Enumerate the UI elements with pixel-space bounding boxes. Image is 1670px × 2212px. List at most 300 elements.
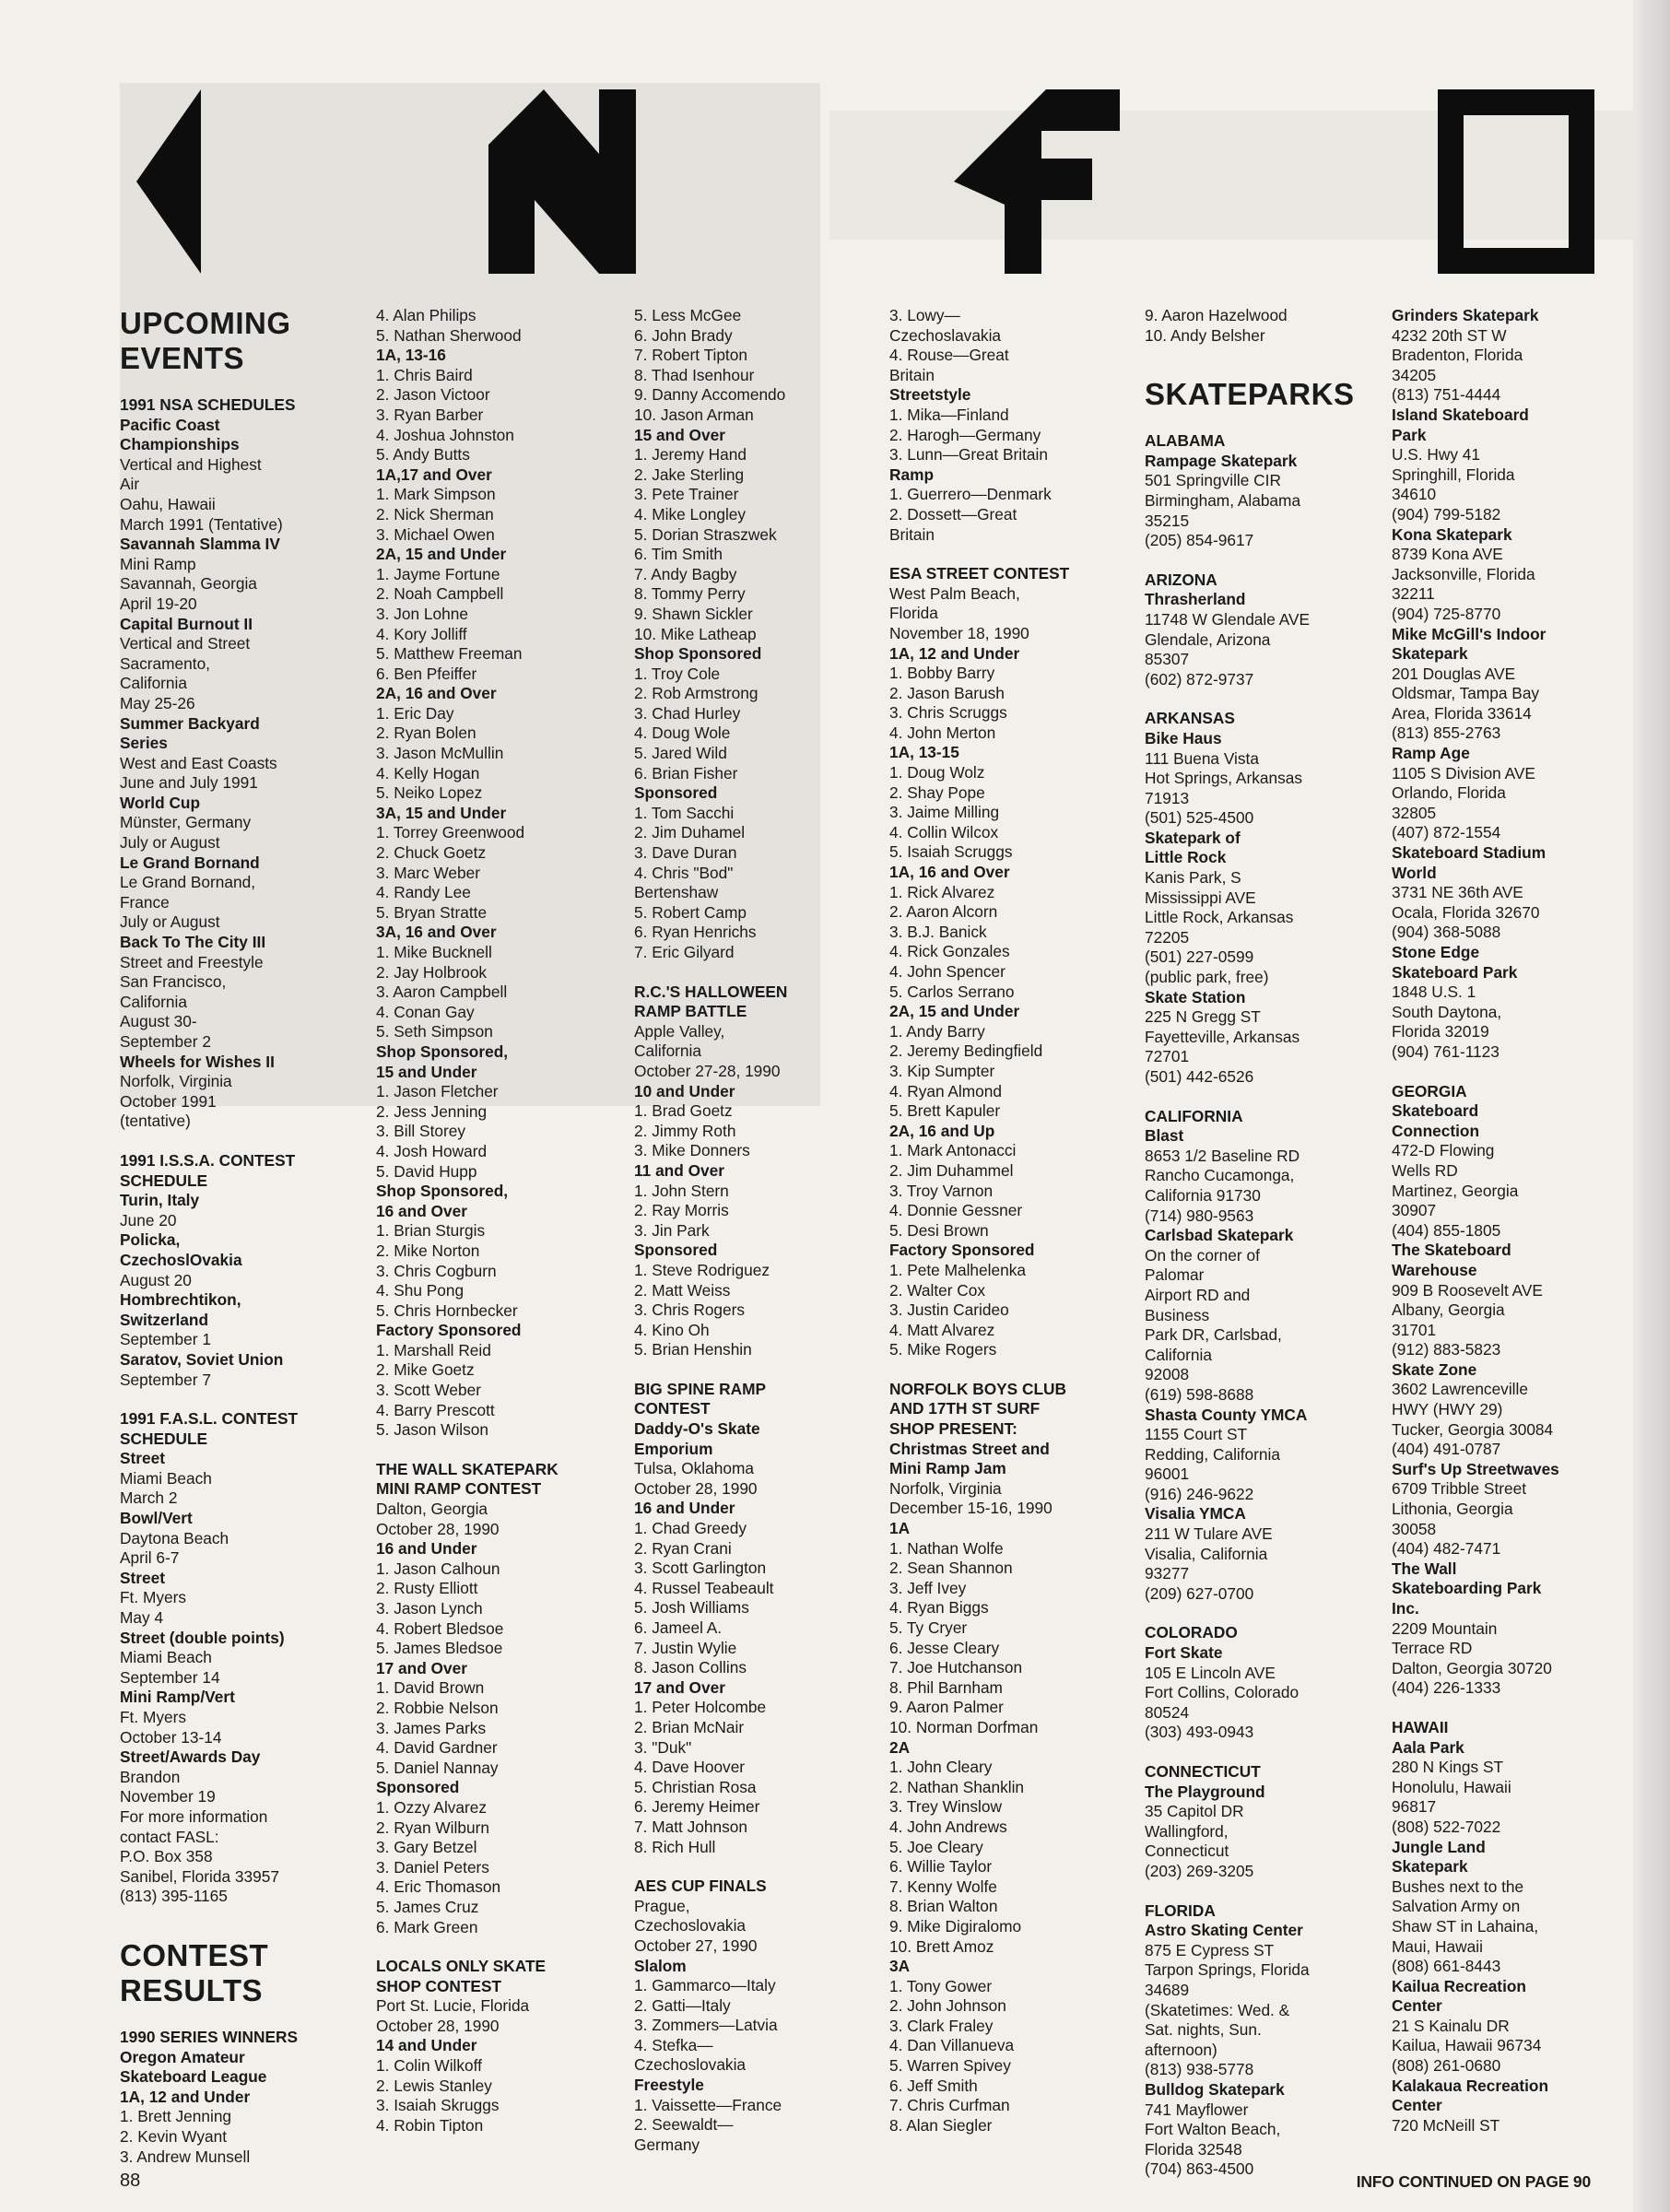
entry-heading: Park	[1392, 425, 1427, 444]
entry-heading: Shop Sponsored	[634, 644, 762, 664]
entry-heading: 3A, 15 and Under	[376, 803, 507, 822]
entry-heading: RAMP BATTLE	[634, 1002, 747, 1021]
entry-line: 2. Mike Goetz	[376, 1360, 475, 1380]
entry-line: (904) 799-5182	[1392, 504, 1501, 524]
entry-line: (904) 725-8770	[1392, 604, 1501, 623]
entry-line: 1848 U.S. 1	[1392, 982, 1476, 1002]
entry-line: 2. Shay Pope	[889, 782, 985, 802]
entry-heading: Skatepark	[1392, 644, 1468, 664]
entry-line: 1. Nathan Wolfe	[889, 1538, 1004, 1558]
entry-line: 1. Mark Antonacci	[889, 1141, 1017, 1160]
entry-line: (813) 395-1165	[120, 1887, 228, 1906]
entry-line: October 27, 1990	[634, 1936, 758, 1955]
entry-line: 720 McNeill ST	[1392, 2115, 1500, 2135]
entry-line: 7. Justin Wylie	[634, 1638, 737, 1657]
entry-line: 5. Brian Henshin	[634, 1340, 752, 1359]
entry-line: 2. Harogh—Germany	[889, 425, 1041, 444]
entry-line: Salvation Army on	[1392, 1897, 1521, 1916]
entry-line: September 14	[120, 1667, 220, 1687]
entry-heading: 16 and Under	[634, 1499, 735, 1518]
entry-line: 1. Tom Sacchi	[634, 803, 735, 822]
entry-line: 5. James Cruz	[376, 1897, 479, 1916]
entry-line: 2. Seewaldt—	[634, 2115, 734, 2135]
entry-heading: Emporium	[634, 1439, 713, 1458]
entry-heading: 1A, 13-15	[889, 743, 959, 762]
entry-heading: Oregon Amateur	[120, 2047, 245, 2066]
entry-line: (public park, free)	[1145, 968, 1269, 987]
entry-heading: BIG SPINE RAMP	[634, 1379, 767, 1398]
entry-line: (602) 872-9737	[1145, 669, 1254, 688]
entry-line: 2. Jason Barush	[889, 683, 1005, 702]
entry-heading: AES CUP FINALS	[634, 1877, 767, 1896]
entry-line: 4. Dan Villanueva	[889, 2036, 1015, 2055]
entry-heading: Stone Edge	[1392, 943, 1480, 961]
entry-line: 2. Jason Victoor	[376, 385, 490, 405]
entry-heading: HAWAII	[1392, 1717, 1449, 1736]
entry-line: 96001	[1145, 1465, 1190, 1484]
entry-heading: SCHEDULE	[120, 1171, 208, 1190]
entry-line: 35215	[1145, 511, 1190, 530]
column-3	[634, 306, 883, 2155]
entry-line: 3. Lowy—	[889, 306, 960, 324]
entry-line: Daytona Beach	[120, 1528, 229, 1547]
entry-line: 3. Bill Storey	[376, 1122, 466, 1141]
entry-line: Czechoslovakia	[634, 1916, 747, 1936]
entry-line: 5. Warren Spivey	[889, 2056, 1011, 2076]
entry-heading: Sponsored	[634, 783, 718, 803]
entry-line: 5. Seth Simpson	[376, 1022, 493, 1041]
entry-line: 34689	[1145, 1980, 1190, 1999]
entry-line: (303) 493-0943	[1145, 1723, 1254, 1742]
entry-heading: 1991 NSA SCHEDULES	[120, 395, 296, 414]
entry-line: 3. B.J. Banick	[889, 922, 987, 941]
entry-line: 85307	[1145, 650, 1190, 669]
entry-line: (808) 661-8443	[1392, 1957, 1501, 1976]
info-header	[120, 74, 1576, 286]
entry-line: 2. Jim Duhammel	[889, 1160, 1014, 1180]
entry-line: 3. Chris Cogburn	[376, 1261, 497, 1280]
entry-line: Springhill, Florida	[1392, 465, 1515, 484]
entry-line: 3. Jon Lohne	[376, 604, 468, 623]
entry-line: October 28, 1990	[376, 2016, 500, 2035]
entry-heading: Jungle Land	[1392, 1837, 1486, 1856]
entry-line: Bertenshaw	[634, 883, 719, 902]
entry-line: 8. Alan Siegler	[889, 2115, 993, 2135]
entry-line: November 18, 1990	[889, 623, 1029, 642]
entry-line: September 2	[120, 1032, 211, 1051]
entry-line: 6709 Tribble Street	[1392, 1479, 1527, 1499]
entry-line: 5. Bryan Stratte	[376, 902, 488, 922]
entry-line: 7. Eric Gilyard	[634, 943, 735, 961]
entry-heading: Summer Backyard	[120, 713, 260, 733]
entry-line: 9. Aaron Palmer	[889, 1698, 1004, 1717]
entry-line: 10. Mike Latheap	[634, 624, 757, 643]
entry-line: Albany, Georgia	[1392, 1300, 1505, 1320]
entry-line: Britain	[889, 524, 935, 544]
entry-line: 5. Less McGee	[634, 306, 742, 324]
entry-line: Ocala, Florida 32670	[1392, 902, 1540, 922]
column-4	[889, 306, 1134, 2136]
entry-heading: 17 and Over	[634, 1677, 725, 1697]
entry-line: 4. John Andrews	[889, 1817, 1007, 1836]
entry-heading: 1A, 16 and Over	[889, 863, 1010, 882]
entry-line: 4. Randy Lee	[376, 883, 471, 902]
entry-line: 3. Ryan Barber	[376, 405, 484, 424]
entry-line: (404) 491-0787	[1392, 1440, 1501, 1459]
entry-line: 3. Gary Betzel	[376, 1838, 477, 1857]
entry-heading: Christmas Street and	[889, 1439, 1050, 1458]
entry-line: 5. Christian Rosa	[634, 1777, 757, 1796]
entry-line: P.O. Box 358	[120, 1847, 213, 1866]
entry-line: 4. David Gardner	[376, 1738, 498, 1758]
entry-heading: 1991 I.S.S.A. CONTEST	[120, 1150, 296, 1170]
entry-line: Dalton, Georgia 30720	[1392, 1658, 1552, 1677]
entry-line: 7. Chris Curfman	[889, 2096, 1010, 2115]
entry-line: 2. Jake Sterling	[634, 465, 745, 484]
entry-line: 4. Ryan Almond	[889, 1081, 1002, 1100]
entry-line: (tentative)	[120, 1112, 191, 1131]
entry-line: 5. Daniel Nannay	[376, 1758, 499, 1777]
entry-line: 1. Torrey Greenwood	[376, 823, 525, 842]
entry-line: 5. Brett Kapuler	[889, 1101, 1001, 1121]
entry-heading: ALABAMA	[1145, 431, 1226, 451]
entry-line: 2. Jay Holbrook	[376, 962, 488, 982]
entry-line: Fort Walton Beach,	[1145, 2120, 1281, 2139]
entry-line: Savannah, Georgia	[120, 574, 257, 594]
entry-line: 9. Aaron Hazelwood	[1145, 306, 1288, 324]
entry-heading: 1A, 13-16	[376, 346, 446, 365]
entry-line: U.S. Hwy 41	[1392, 445, 1481, 465]
entry-line: Shaw ST in Lahaina,	[1392, 1916, 1539, 1936]
header-letter-f	[954, 89, 1120, 274]
entry-heading: The Playground	[1145, 1782, 1265, 1801]
entry-line: 6. Jesse Cleary	[889, 1638, 1000, 1657]
entry-heading: Capital Burnout II	[120, 614, 253, 633]
entry-heading: SHOP CONTEST	[376, 1976, 502, 1995]
entry-heading: Carlsbad Skatepark	[1145, 1226, 1294, 1245]
entry-line: 1. Doug Wolz	[889, 763, 985, 782]
entry-line: 2. Nathan Shanklin	[889, 1777, 1025, 1796]
entry-line: April 19-20	[120, 594, 197, 613]
entry-line: HWY (HWY 29)	[1392, 1400, 1503, 1419]
entry-line: 4. Rouse—Great	[889, 346, 1009, 365]
entry-line: Area, Florida 33614	[1392, 703, 1532, 723]
entry-line: 2. Lewis Stanley	[376, 2076, 492, 2095]
entry-line: Street and Freestyle	[120, 952, 264, 971]
entry-heading: 1A	[889, 1519, 911, 1538]
page-edge-shadow	[1633, 0, 1670, 2212]
entry-line: 2. Mike Norton	[376, 1241, 480, 1260]
entry-heading: AND 17TH ST SURF	[889, 1399, 1041, 1418]
entry-line: 6. Jeff Smith	[889, 2076, 978, 2095]
entry-line: 2. Ray Morris	[634, 1201, 729, 1220]
entry-line: 2. Ryan Bolen	[376, 724, 476, 743]
entry-heading: Skateboard	[1392, 1101, 1479, 1121]
entry-line: 3. Clark Fraley	[889, 2016, 994, 2035]
entry-line: August 20	[120, 1270, 192, 1289]
entry-line: 4. Kelly Hogan	[376, 763, 480, 782]
entry-heading: 16 and Over	[376, 1201, 467, 1220]
entry-line: 1. Jayme Fortune	[376, 564, 500, 583]
entry-heading: MINI RAMP CONTEST	[376, 1479, 542, 1499]
entry-line: 3. Justin Carideo	[889, 1300, 1009, 1320]
entry-line: 7. Joe Hutchanson	[889, 1658, 1023, 1677]
entry-line: (808) 522-7022	[1392, 1817, 1501, 1836]
entry-line: Visalia, California	[1145, 1544, 1268, 1563]
entry-line: 8653 1/2 Baseline RD	[1145, 1146, 1300, 1165]
entry-heading: Slalom	[634, 1956, 687, 1975]
entry-line: (808) 261-0680	[1392, 2056, 1501, 2076]
entry-heading: Mike McGill's Indoor	[1392, 624, 1547, 643]
entry-heading: Connection	[1392, 1121, 1480, 1140]
entry-line: (619) 598-8688	[1145, 1384, 1254, 1404]
entry-line: 3. Jaime Milling	[889, 803, 1000, 822]
entry-line: 1. Jason Calhoun	[376, 1559, 500, 1578]
entry-line: 5. Robert Camp	[634, 902, 747, 922]
entry-heading: Factory Sponsored	[376, 1321, 522, 1340]
entry-heading: CzechoslOvakia	[120, 1250, 242, 1269]
entry-line: Münster, Germany	[120, 813, 252, 832]
entry-heading: 1A, 12 and Under	[120, 2087, 251, 2106]
entry-line: 2. Rusty Elliott	[376, 1579, 478, 1598]
entry-line: 1. Mark Simpson	[376, 485, 496, 504]
entry-line: 2. Matt Weiss	[634, 1280, 731, 1300]
entry-line: For more information	[120, 1806, 268, 1826]
entry-heading: Series	[120, 734, 168, 753]
page-number: 88	[120, 2171, 141, 2191]
entry-heading: Center	[1392, 1996, 1442, 2016]
entry-line: Vertical and Highest	[120, 454, 262, 474]
entry-line: 3. Chris Scruggs	[889, 703, 1007, 723]
entry-line: (203) 269-3205	[1145, 1861, 1254, 1880]
entry-line: 10. Jason Arman	[634, 405, 754, 424]
entry-heading: Kalakaua Recreation	[1392, 2076, 1549, 2095]
entry-heading: Policka,	[120, 1230, 181, 1250]
entry-line: Norfolk, Virginia	[120, 1072, 232, 1091]
entry-heading: Back To The City III	[120, 933, 266, 952]
entry-line: Park DR, Carlsbad,	[1145, 1325, 1282, 1345]
entry-heading: Skateboarding Park	[1392, 1579, 1542, 1598]
entry-line: 3. Lunn—Great Britain	[889, 445, 1048, 465]
entry-line: 3. Chris Rogers	[634, 1300, 746, 1320]
entry-line: 10. Norman Dorfman	[889, 1717, 1039, 1736]
entry-heading: LOCALS ONLY SKATE	[376, 1957, 547, 1976]
entry-line: 1. Andy Barry	[889, 1021, 985, 1041]
entry-line: 909 B Roosevelt AVE	[1392, 1280, 1543, 1300]
entry-line: 1. Peter Holcombe	[634, 1698, 767, 1717]
entry-line: 1. Mika—Finland	[889, 405, 1009, 424]
entry-line: 9. Shawn Sickler	[634, 604, 753, 623]
entry-line: Dalton, Georgia	[376, 1500, 488, 1519]
entry-line: 32211	[1392, 584, 1435, 604]
entry-line: 1. Bobby Barry	[889, 664, 995, 683]
entry-line: Sat. nights, Sun.	[1145, 2020, 1262, 2040]
entry-line: 111 Buena Vista	[1145, 748, 1259, 768]
entry-line: 1. Vaissette—France	[634, 2095, 782, 2114]
entry-line: 4. Mike Longley	[634, 504, 747, 524]
entry-line: 4. Robin Tipton	[376, 2115, 484, 2135]
entry-heading: 11 and Over	[634, 1160, 724, 1180]
entry-line: 7. Robert Tipton	[634, 346, 747, 365]
entry-line: (407) 872-1554	[1392, 823, 1501, 842]
entry-line: 5. Dorian Straszwek	[634, 524, 777, 544]
entry-line: Sacramento,	[120, 653, 210, 673]
entry-line: 1. Marshall Reid	[376, 1340, 491, 1359]
entry-heading: The Skateboard	[1392, 1241, 1511, 1260]
entry-line: 7. Matt Johnson	[634, 1817, 747, 1836]
entry-heading: Saratov, Soviet Union	[120, 1349, 284, 1369]
entry-line: 3. Dave Duran	[634, 843, 737, 863]
entry-line: 2. Jeremy Bedingfield	[889, 1041, 1043, 1061]
column-5	[1145, 306, 1384, 2180]
entry-line: Little Rock, Arkansas	[1145, 908, 1294, 927]
entry-heading: Pacific Coast	[120, 415, 220, 434]
entry-line: 1. Colin Wilkoff	[376, 2056, 482, 2076]
entry-heading: 1A,17 and Over	[376, 465, 492, 484]
entry-line: 1. Gammarco—Italy	[634, 1976, 776, 1995]
entry-heading: NORFOLK BOYS CLUB	[889, 1379, 1067, 1398]
entry-line: 4. Barry Prescott	[376, 1400, 495, 1419]
entry-line: Redding, California	[1145, 1444, 1280, 1464]
entry-line: 2. Jimmy Roth	[634, 1121, 736, 1140]
entry-line: 1. Tony Gower	[889, 1976, 993, 1995]
entry-heading: The Wall	[1392, 1559, 1457, 1578]
entry-line: 1. Brad Goetz	[634, 1101, 733, 1121]
entry-line: 6. Ben Pfeiffer	[376, 664, 477, 683]
entry-line: 5. Chris Hornbecker	[376, 1300, 518, 1320]
entry-heading: Skateboard Stadium	[1392, 843, 1547, 863]
entry-heading: Savannah Slamma IV	[120, 535, 280, 554]
entry-heading: 15 and Over	[634, 425, 725, 444]
entry-heading: 1991 F.A.S.L. CONTEST	[120, 1409, 299, 1429]
entry-line: 5. Jason Wilson	[376, 1420, 488, 1440]
entry-line: 3. Zommers—Latvia	[634, 2016, 778, 2035]
entry-line: 1. Mike Bucknell	[376, 943, 492, 961]
entry-line: California 91730	[1145, 1185, 1261, 1205]
entry-line: 4. Chris "Bod"	[634, 863, 734, 882]
section-heading: SKATEPARKS	[1145, 377, 1355, 412]
entry-line: 8. Jason Collins	[634, 1658, 747, 1677]
entry-line: Fort Collins, Colorado	[1145, 1683, 1300, 1702]
entry-line: Birmingham, Alabama	[1145, 490, 1301, 510]
header-letter-i	[136, 89, 201, 274]
entry-heading: Street/Awards Day	[120, 1747, 261, 1767]
entry-line: afternoon)	[1145, 2040, 1217, 2059]
entry-line: 2. Gatti—Italy	[634, 1995, 731, 2015]
entry-line: 3. Isaiah Skruggs	[376, 2096, 500, 2115]
entry-line: 225 N Gregg ST	[1145, 1007, 1261, 1027]
entry-line: (704) 863-4500	[1145, 2159, 1254, 2179]
entry-heading: Skateboard League	[120, 2067, 267, 2087]
entry-heading: Skate Zone	[1392, 1359, 1477, 1379]
entry-line: Czechoslovakia	[634, 2055, 747, 2075]
section-heading: EVENTS	[120, 341, 245, 375]
entry-line: 4. Rick Gonzales	[889, 942, 1010, 961]
entry-line: 1. Troy Cole	[634, 664, 721, 683]
entry-heading: Shasta County YMCA	[1145, 1405, 1308, 1424]
entry-line: 6. Jameel A.	[634, 1618, 723, 1637]
entry-heading: Street	[120, 1568, 165, 1587]
entry-line: 2. Sean Shannon	[889, 1559, 1013, 1578]
entry-line: October 28, 1990	[376, 1519, 500, 1538]
entry-heading: Kona Skatepark	[1392, 524, 1512, 544]
entry-line: 1. Jeremy Hand	[634, 445, 747, 465]
entry-heading: Kailua Recreation	[1392, 1976, 1526, 1995]
entry-line: California	[1145, 1345, 1212, 1364]
entry-line: 96817	[1392, 1797, 1437, 1817]
entry-line: South Daytona,	[1392, 1002, 1502, 1021]
entry-line: 2. Ryan Crani	[634, 1538, 732, 1558]
entry-line: 5. Matthew Freeman	[376, 644, 523, 664]
entry-line: 2. Nick Sherman	[376, 504, 494, 524]
entry-heading: ARIZONA	[1145, 570, 1217, 589]
entry-line: Sanibel, Florida 33957	[120, 1866, 279, 1886]
entry-heading: 2A, 15 and Under	[376, 545, 507, 564]
section-heading: CONTEST	[120, 1937, 269, 1972]
entry-line: 1. Brian Sturgis	[376, 1221, 486, 1241]
entry-heading: Visalia YMCA	[1145, 1504, 1246, 1524]
entry-heading: 2A, 15 and Under	[889, 1002, 1020, 1021]
entry-line: March 2	[120, 1488, 178, 1508]
entry-heading: FLORIDA	[1145, 1900, 1216, 1920]
entry-heading: Mini Ramp/Vert	[120, 1688, 235, 1707]
entry-line: 72701	[1145, 1047, 1190, 1066]
entry-line: 10. Brett Amoz	[889, 1936, 994, 1956]
entry-heading: Hombrechtikon,	[120, 1290, 241, 1310]
entry-line: 4. Shu Pong	[376, 1281, 465, 1300]
entry-line: 6. Mark Green	[376, 1917, 478, 1936]
entry-heading: Inc.	[1392, 1599, 1419, 1618]
entry-heading: Shop Sponsored,	[376, 1182, 509, 1201]
entry-line: 4. Collin Wilcox	[889, 822, 999, 841]
entry-line: 2. Noah Campbell	[376, 584, 504, 604]
entry-line: 5. Ty Cryer	[889, 1618, 968, 1637]
entry-line: 6. Jeremy Heimer	[634, 1797, 760, 1817]
entry-line: 11748 W Glendale AVE	[1145, 609, 1311, 629]
entry-line: (904) 761-1123	[1392, 1041, 1499, 1061]
entry-line: 8. Brian Walton	[889, 1897, 998, 1916]
entry-line: 4. Eric Thomason	[376, 1877, 501, 1897]
entry-line: Germany	[634, 2135, 700, 2154]
entry-heading: Bowl/Vert	[120, 1509, 193, 1528]
entry-line: 3. Mike Donners	[634, 1141, 750, 1160]
entry-heading: Bulldog Skatepark	[1145, 2079, 1285, 2099]
entry-line: May 25-26	[120, 693, 195, 712]
entry-line: Jacksonville, Florida	[1392, 564, 1535, 583]
entry-line: Oldsmar, Tampa Bay	[1392, 684, 1540, 703]
entry-line: (912) 883-5823	[1392, 1340, 1501, 1359]
entry-heading: THE WALL SKATEPARK	[376, 1459, 559, 1478]
entry-line: Kanis Park, S	[1145, 868, 1241, 888]
entry-line: Kailua, Hawaii 96734	[1392, 2036, 1542, 2055]
entry-heading: Skatepark of	[1145, 828, 1241, 847]
entry-line: 3. Troy Varnon	[889, 1181, 994, 1200]
entry-heading: Fort Skate	[1145, 1643, 1223, 1663]
entry-line: 3. Michael Owen	[376, 524, 495, 544]
entry-heading: Street	[120, 1449, 165, 1468]
entry-heading: Freestyle	[634, 2076, 704, 2095]
entry-heading: CONNECTICUT	[1145, 1762, 1261, 1781]
entry-heading: 17 and Over	[376, 1658, 467, 1677]
entry-heading: Thrasherland	[1145, 590, 1246, 609]
entry-line: 105 E Lincoln AVE	[1145, 1663, 1276, 1682]
entry-line: 72205	[1145, 927, 1190, 947]
entry-line: 4. Stefka—	[634, 2035, 713, 2054]
column-1	[120, 306, 364, 2167]
entry-heading: R.C.'S HALLOWEEN	[634, 982, 788, 1001]
entry-line: 4. Kory Jolliff	[376, 624, 467, 643]
entry-heading: 2A, 16 and Over	[376, 684, 497, 703]
